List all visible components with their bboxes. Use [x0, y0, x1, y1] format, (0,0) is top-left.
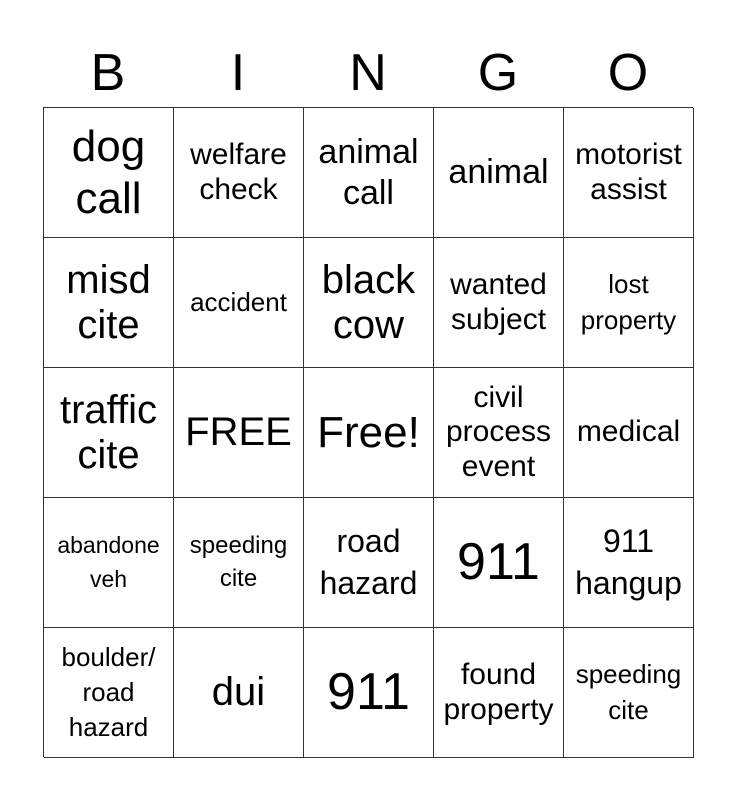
bingo-cell[interactable]: animal: [434, 108, 564, 238]
header-letter-o: O: [607, 44, 649, 102]
bingo-cell[interactable]: speeding cite: [564, 628, 694, 758]
header-letter-b: B: [90, 44, 126, 102]
header-letter-g: G: [477, 44, 519, 102]
bingo-cell free-space[interactable]: FREE: [174, 368, 304, 498]
bingo-cell[interactable]: boulder/ road hazard: [44, 628, 174, 758]
bingo-header: [43, 42, 693, 104]
bingo-cell[interactable]: found property: [434, 628, 564, 758]
bingo-cell[interactable]: medical: [564, 368, 694, 498]
bingo-cell[interactable]: lost property: [564, 238, 694, 368]
bingo-cell[interactable]: welfare check: [174, 108, 304, 238]
bingo-cell[interactable]: traffic cite: [44, 368, 174, 498]
bingo-cell[interactable]: civil process event: [434, 368, 564, 498]
bingo-cell[interactable]: 911: [304, 628, 434, 758]
bingo-cell[interactable]: dog call: [44, 108, 174, 238]
bingo-cell[interactable]: 911: [434, 498, 564, 628]
header-letter-n: N: [349, 44, 387, 102]
bingo-cell[interactable]: Free!: [304, 368, 434, 498]
bingo-cell[interactable]: abandone veh: [44, 498, 174, 628]
bingo-cell[interactable]: dui: [174, 628, 304, 758]
bingo-cell[interactable]: speeding cite: [174, 498, 304, 628]
header-letter-i: I: [230, 44, 246, 102]
bingo-cell[interactable]: wanted subject: [434, 238, 564, 368]
bingo-cell[interactable]: black cow: [304, 238, 434, 368]
bingo-cell[interactable]: accident: [174, 238, 304, 368]
bingo-cell[interactable]: road hazard: [304, 498, 434, 628]
bingo-card-grid: [43, 107, 693, 757]
bingo-cell[interactable]: animal call: [304, 108, 434, 238]
bingo-cell[interactable]: 911 hangup: [564, 498, 694, 628]
bingo-cell[interactable]: motorist assist: [564, 108, 694, 238]
bingo-cell[interactable]: misd cite: [44, 238, 174, 368]
